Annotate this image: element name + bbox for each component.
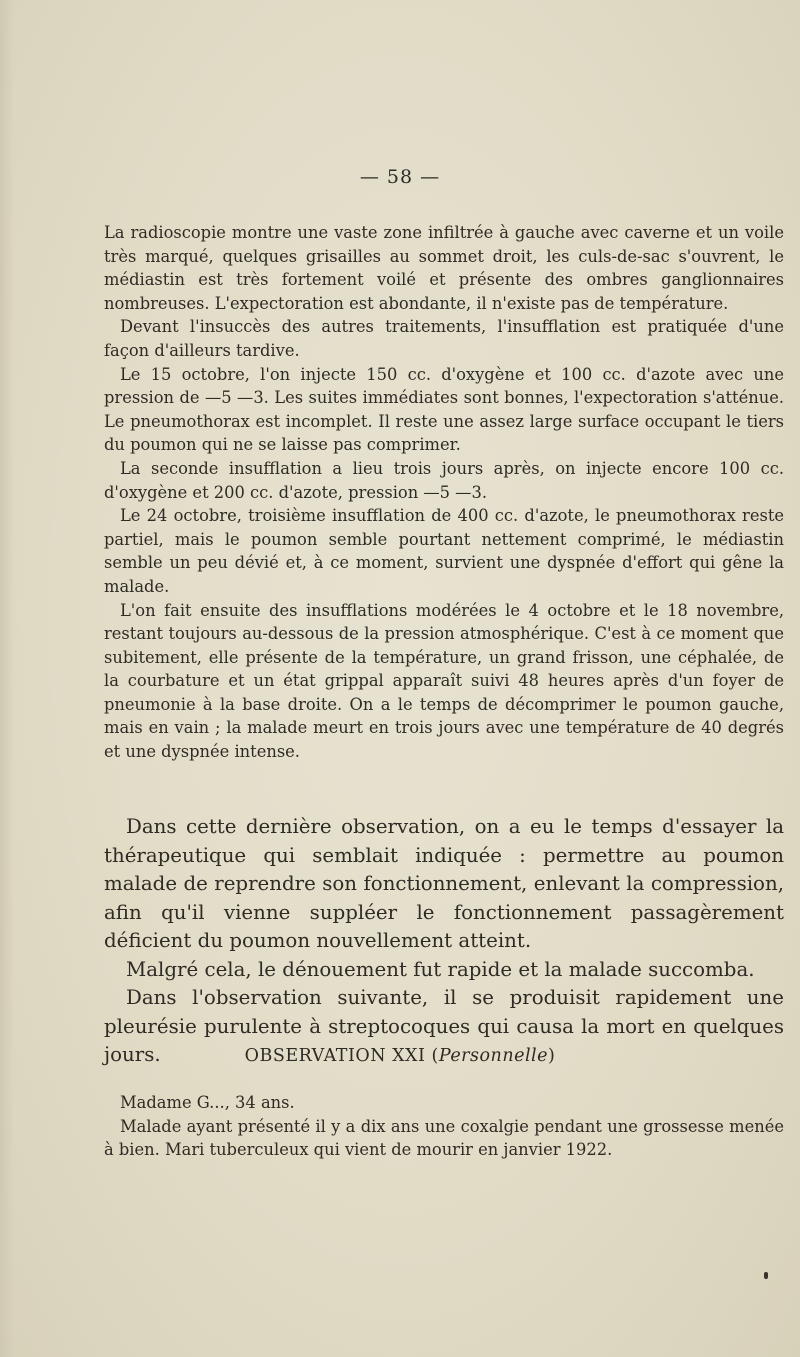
observation-heading-italic: Personnelle — [438, 1046, 549, 1066]
paragraph-insufflations-moderees: L'on fait ensuite des insufflations modérées le 4 octobre et le 18 novembre, restant toujours au-dessous de la pression atmosphérique. C'est à ce moment que subitement, elle présente de la température, un grand frisson, une céphalée, de la courbature et un état grippal apparaît suivi 48 heures après d'un foyer de pneumonie à la base droite. On a le temps de décomprimer le poumon gauche, mais en vain ; la malade meurt en trois jours avec une température de 40 degrés et une dyspnée intense. — [104, 600, 784, 762]
observation-heading — [0, 1046, 800, 1066]
paragraph-radioscopie: La radioscopie montre une vaste zone infiltrée à gauche avec caverne et un voile très marqué, quelques grisailles au sommet droit, les culs-de-sac s'ouvrent, le médiastin est très fortement voilé et présente des ombres ganglionnaires nombreuses. L'expectoration est abondante, il n'existe pas de température. — [104, 223, 784, 313]
paragraph-15-octobre: Le 15 octobre, l'on injecte 150 cc. d'oxygène et 100 cc. d'azote avec une pression de —5 —3. Les suites immédiates sont bonnes, l'expectoration s'atténue. Le pneumothorax est incomplet. Il reste une assez large surface occupant le tiers du poumon qui ne se laisse pas comprimer. — [104, 364, 784, 455]
page-number: — 58 — — [359, 166, 441, 188]
paragraph-observation-suivante: Dans l'observation suivante, il se produisit rapidement une pleurésie purulente à streptocoques qui causa la mort en quelques jours. — [104, 986, 784, 1066]
case-narrative — [104, 221, 784, 764]
paragraph-patient: Madame G..., 34 ans. — [120, 1093, 295, 1112]
paragraph-insufflation: Devant l'insuccès des autres traitements, l'insufflation est pratiquée d'une façon d'ailleurs tardive. — [104, 317, 784, 360]
observation-heading-paren-open: ( — [425, 1046, 439, 1066]
commentary — [104, 813, 784, 1070]
paragraph-24-octobre: Le 24 octobre, troisième insufflation de 400 cc. d'azote, le pneumothorax reste partiel, mais le poumon semble pourtant nettement comprimé, le médiastin semble un peu dévié et, à ce moment, survient une dyspnée d'effort qui gêne la malade. — [104, 506, 784, 596]
page-edge-shadow — [0, 0, 14, 1357]
observation-heading-main: OBSERVATION XXI — [244, 1046, 426, 1066]
paragraph-derniere-observation: Dans cette dernière observation, on a eu le temps d'essayer la thérapeutique qui semblait indiquée : permettre au poumon malade de reprendre son fonctionnement, enlevant la compression, afin qu'il vienne suppléer le fonctionnement passagèrement déficient du poumon nouvellement atteint. — [104, 815, 784, 952]
observation-heading-paren-close: ) — [548, 1046, 556, 1066]
ink-speck — [764, 1272, 768, 1279]
observation-body — [104, 1091, 784, 1162]
paragraph-seconde-insufflation: La seconde insufflation a lieu trois jours après, on injecte encore 100 cc. d'oxygène et 200 cc. d'azote, pression —5 —3. — [104, 458, 784, 502]
paragraph-denouement: Malgré cela, le dénouement fut rapide et la malade succomba. — [126, 957, 755, 981]
paragraph-antecedents: Malade ayant présenté il y a dix ans une coxalgie pendant une grossesse menée à bien. Mari tuberculeux qui vient de mourir en janvier 1922. — [104, 1116, 784, 1160]
